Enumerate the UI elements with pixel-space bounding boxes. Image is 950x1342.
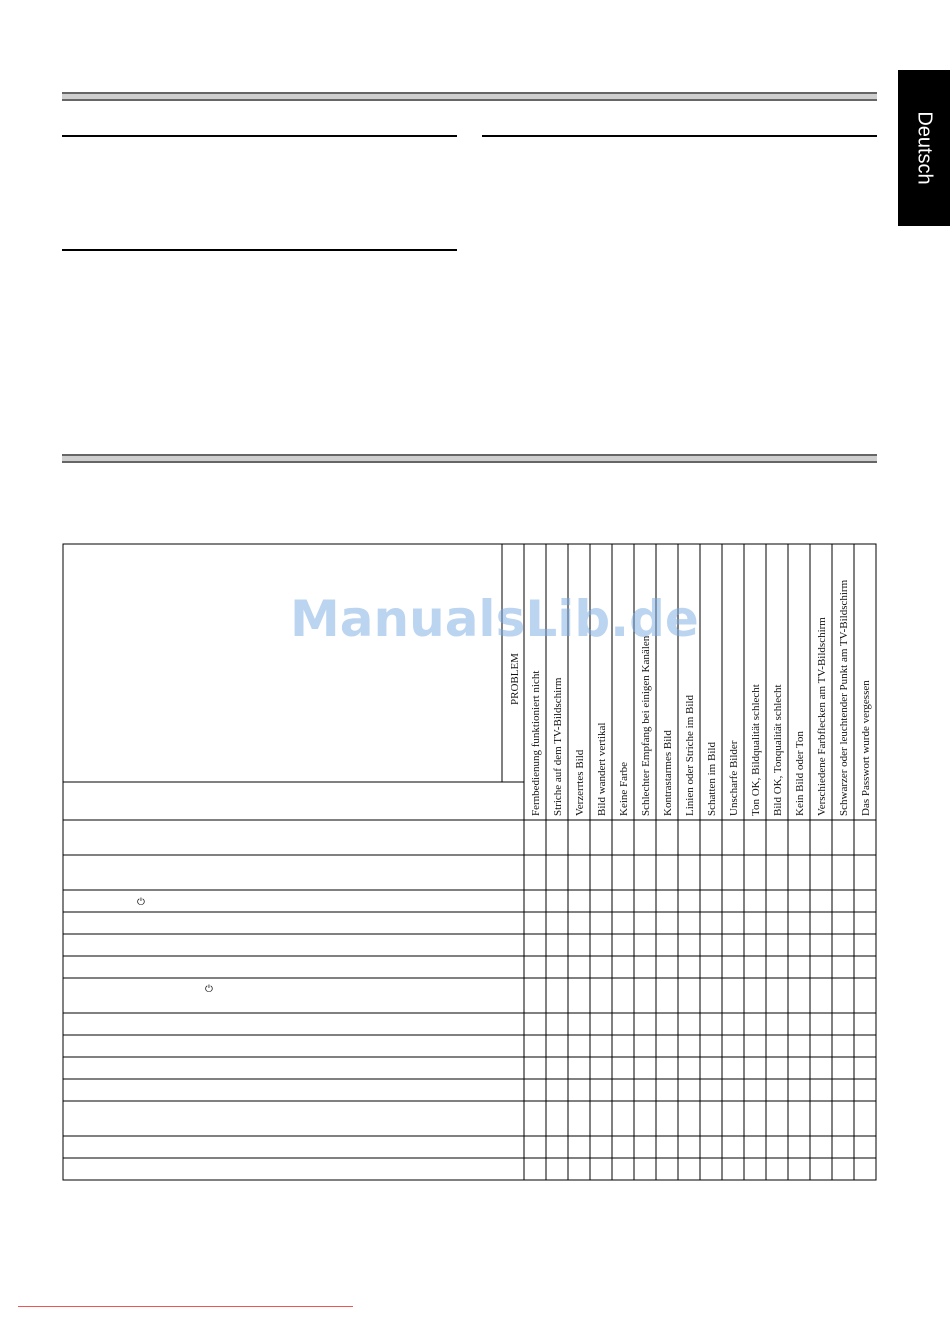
language-tab-label: Deutsch	[913, 111, 936, 185]
problem-column-label: Kein Bild oder Ton	[794, 731, 806, 816]
problem-column-label: Bild wandert vertikal	[596, 722, 608, 816]
problem-column-label: Schlechter Empfang bei einigen Kanälen	[640, 635, 652, 816]
power-icon: ⏻	[137, 897, 145, 908]
problem-column-label: Schatten im Bild	[706, 742, 718, 816]
problem-column-label: Unscharfe Bilder	[728, 740, 740, 816]
problem-column-label: Verschiedene Farbflecken am TV-Bildschirm	[816, 617, 828, 816]
problem-column-label: Das Passwort wurde vergessen	[860, 680, 872, 816]
power-icon: ⏻	[205, 984, 213, 995]
problem-header-label: PROBLEM	[509, 653, 521, 705]
problem-column-label: Ton OK, Bildqualität schlecht	[750, 684, 762, 816]
problem-column-label: Schwarzer oder leuchtender Punkt am TV-Bildschirm	[838, 579, 850, 816]
problem-column-label: Bild OK, Tonqualität schlecht	[772, 684, 784, 816]
footer-line	[18, 1306, 353, 1307]
problem-column-label: Linien oder Striche im Bild	[684, 695, 696, 816]
problem-column-label: Keine Farbe	[618, 761, 630, 816]
problem-column-label: Verzerrtes Bild	[574, 749, 586, 816]
problem-column-label: Striche auf dem TV-Bildschirm	[552, 677, 564, 816]
watermark: ManualsLib.de	[290, 590, 699, 648]
problem-column-label: Kontrastarmes Bild	[662, 730, 674, 816]
problem-column-label: Fernbedienung funktioniert nicht	[530, 670, 542, 816]
